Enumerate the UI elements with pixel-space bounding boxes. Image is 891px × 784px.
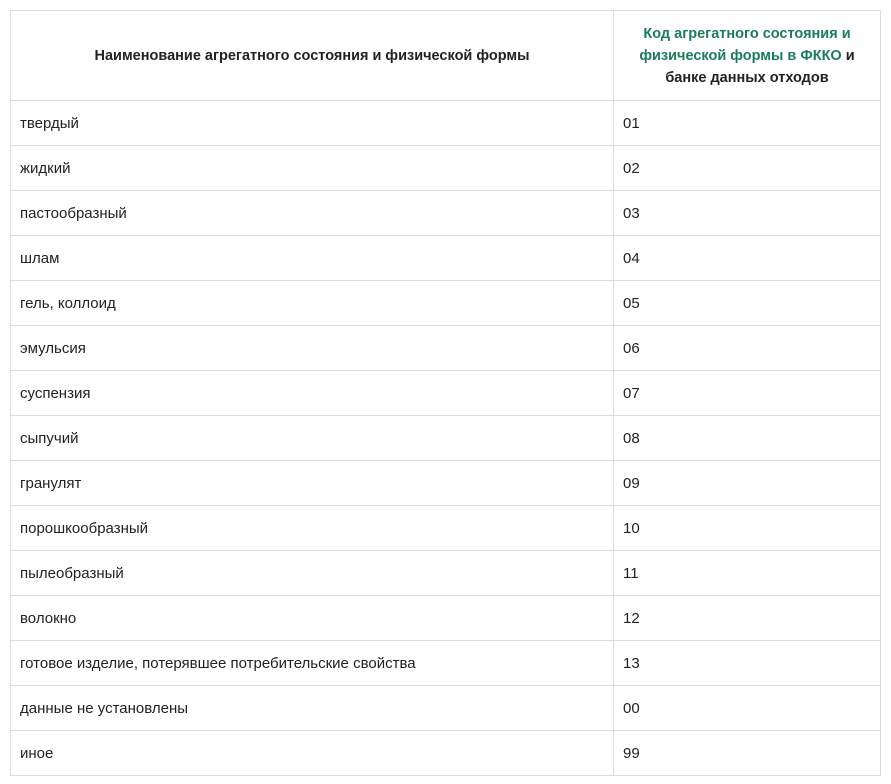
table-row: [11, 416, 881, 461]
table-row: [11, 146, 881, 191]
table-row: [11, 191, 881, 236]
row-code: 00: [614, 686, 881, 731]
row-name: пастообразный: [11, 191, 614, 236]
row-name: гель, коллоид: [11, 281, 614, 326]
row-name: шлам: [11, 236, 614, 281]
row-name: гранулят: [11, 461, 614, 506]
row-name: иное: [11, 731, 614, 776]
row-code: 99: [614, 731, 881, 776]
row-code: 07: [614, 371, 881, 416]
row-code: 05: [614, 281, 881, 326]
row-name: пылеобразный: [11, 551, 614, 596]
header-code-column-rest: и банке данных отходов: [665, 47, 855, 86]
header-name-column: Наименование агрегатного состояния и физической формы: [11, 11, 614, 101]
table-row: [11, 326, 881, 371]
fkko-link[interactable]: Код агрегатного состояния и физической формы в ФККО: [639, 25, 851, 64]
table-row: [11, 461, 881, 506]
row-code: 12: [614, 596, 881, 641]
row-code: 02: [614, 146, 881, 191]
table-row: [11, 101, 881, 146]
table-row: [11, 506, 881, 551]
table-header-row: [11, 11, 881, 101]
row-code: 08: [614, 416, 881, 461]
row-code: 03: [614, 191, 881, 236]
table-row: [11, 551, 881, 596]
row-name: порошкообразный: [11, 506, 614, 551]
row-name: волокно: [11, 596, 614, 641]
row-code: 09: [614, 461, 881, 506]
row-code: 13: [614, 641, 881, 686]
aggregate-state-table: [10, 10, 881, 776]
row-name: сыпучий: [11, 416, 614, 461]
row-code: 06: [614, 326, 881, 371]
row-code: 10: [614, 506, 881, 551]
row-name: жидкий: [11, 146, 614, 191]
header-code-column: [614, 11, 881, 101]
row-code: 01: [614, 101, 881, 146]
table-row: [11, 281, 881, 326]
table-row: [11, 731, 881, 776]
table-row: [11, 371, 881, 416]
table-row: [11, 641, 881, 686]
table-row: [11, 596, 881, 641]
row-name: готовое изделие, потерявшее потребительские свойства: [11, 641, 614, 686]
row-name: данные не установлены: [11, 686, 614, 731]
row-code: 11: [614, 551, 881, 596]
row-name: эмульсия: [11, 326, 614, 371]
table-row: [11, 686, 881, 731]
row-name: суспензия: [11, 371, 614, 416]
row-name: твердый: [11, 101, 614, 146]
table-row: [11, 236, 881, 281]
row-code: 04: [614, 236, 881, 281]
